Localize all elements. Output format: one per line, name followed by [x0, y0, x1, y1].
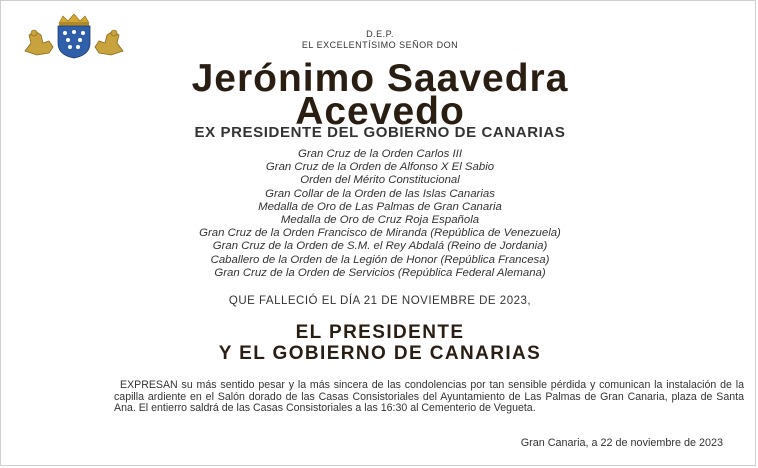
honor-item: Gran Cruz de la Orden de S.M. el Rey Abdalá (Reino de Jordania) [212, 240, 548, 253]
honor-item: Gran Cruz de la Orden de Alfonso X El Sabio [265, 161, 495, 174]
honor-item: Medalla de Oro de Cruz Roja Española [280, 214, 480, 227]
honor-item: Gran Collar de la Orden de las Islas Canarias [265, 187, 495, 200]
mourners-line1: EL PRESIDENTE [295, 322, 465, 343]
deceased-name-line2: Acevedo [295, 90, 465, 133]
honor-item: Gran Cruz de la Orden de Servicios (República Federal Alemana) [214, 266, 546, 279]
place-date: Gran Canaria, a 22 de noviembre de 2023 [520, 437, 723, 449]
honorific-title: EL EXCELENTÍSIMO SEÑOR DON [301, 40, 459, 50]
condolence-paragraph: EXPRESAN su más sentido pesar y la más sincera de las condolencias por tan sensible pérdida y comunican la instalación de la capilla ardiente en el Salón dorado de las Casas Consistoriales del Ayuntamiento de Las Palmas de Gran Canaria, plaza de Santa Ana. El entierro saldrá de las Casas Consistoriales a las 16:30 al Cementerio de Vegueta. [114, 379, 744, 415]
honor-item: Caballero de la Orden de la Legión de Honor (República Francesa) [210, 253, 550, 266]
death-notice: QUE FALLECIÓ EL DÍA 21 DE NOVIEMBRE DE 2023, [228, 295, 532, 307]
former-position: EX PRESIDENTE DEL GOBIERNO DE CANARIAS [194, 124, 566, 141]
mourners-line2: Y EL GOBIERNO DE CANARIAS [218, 343, 542, 364]
honor-item: Gran Cruz de la Orden Francisco de Miranda (República de Venezuela) [199, 227, 561, 240]
dep-label: D.E.P. [366, 29, 394, 39]
honor-item: Gran Cruz de la Orden Carlos III [298, 148, 462, 160]
honor-item: Medalla de Oro de Las Palmas de Gran Canaria [258, 200, 502, 213]
honors-list [1, 148, 758, 280]
honor-item: Orden del Mérito Constitucional [300, 174, 460, 187]
deceased-name-line1: Jerónimo Saavedra [191, 57, 569, 100]
